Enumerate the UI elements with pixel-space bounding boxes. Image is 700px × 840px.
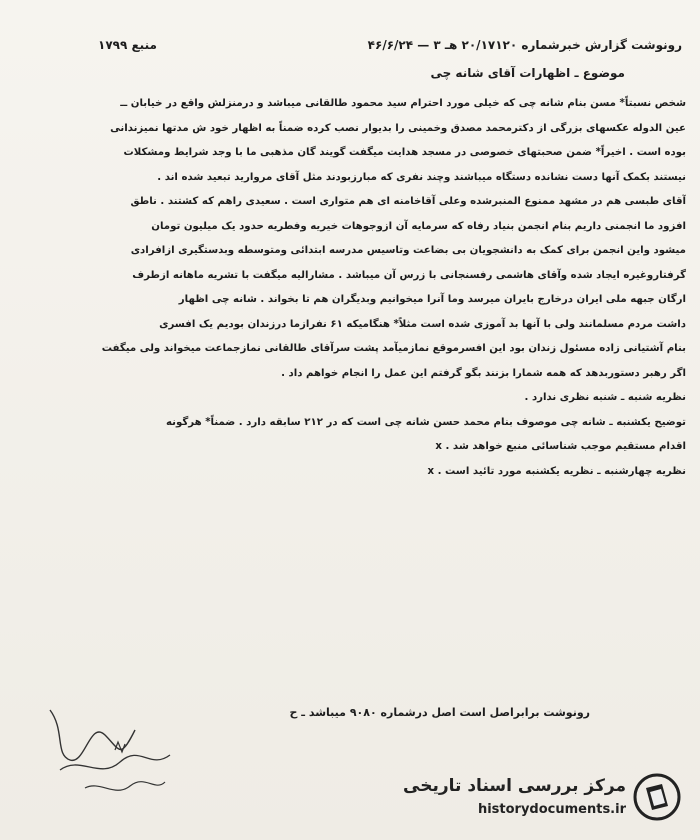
opinion-wednesday: نظریه چهارشنبه ـ نظریه یکشنبه مورد تائید است . x	[427, 465, 686, 477]
archive-logo-icon	[632, 772, 682, 822]
document-body	[16, 92, 686, 484]
signature-icon	[30, 700, 190, 820]
report-number: رونوشت گزارش خبرشماره ۲۰/۱۷۱۲۰ هـ ۳ — ۴۶/۶/۲۴	[367, 38, 682, 52]
body-line: بوده است . اخیراً* ضمن صحبتهای خصوصی در مسجد هدایت میگفت گویند گان مذهبی ما با وجد شرایط ومشکلات	[123, 147, 686, 158]
archive-watermark	[386, 768, 686, 828]
body-line: بنام آشتیانی زاده مسئول زندان بود این افسرموقع نمازمیآمد پشت سرآقای طالقانی نمازجماعت میخواند ولی میگفت	[101, 343, 686, 354]
body-line: داشت مردم مسلمانند ولی با آنها بد آموزی شده است مثلاً* هنگامیکه ۶۱ نفرازما درزندان بودیم یک افسری	[159, 318, 686, 330]
body-line: نیستند بکمک آنها دست نشانده دستگاه میباشند وچند نفری که مبارزبودند مثل آقای مروارید تبعید شده اند .	[157, 171, 686, 183]
document-subject: موضوع ـ اظهارات آقای شانه چی	[430, 66, 625, 80]
body-line: آقای طبسی هم در مشهد ممنوع المنبرشده وعلی آقاخامنه ای هم متواری است . سعیدی راهم که کشتند . ناطق	[130, 196, 686, 207]
watermark-title: مرکز بررسی اسناد تاریخی	[403, 776, 626, 796]
source-number: منبع ۱۷۹۹	[98, 38, 157, 52]
copy-certification: رونوشت برابراصل است اصل درشماره ۹۰۸۰ میباشد ـ ح	[289, 706, 590, 719]
handwritten-signature	[30, 700, 190, 820]
explanation-sunday: توضیح یکشنبه ـ شانه چی موصوف بنام محمد حسن شانه چی است که در ۲۱۲ سابقه دارد . ضمناً* هرگونه	[165, 416, 686, 428]
body-line: ارگان جبهه ملی ایران درخارج بایران میرسد وما آنرا میخوانیم وبدیگران هم تا بخواند . شانه چی اظهار	[178, 294, 686, 305]
body-line: شخص نسبتاً* مسن بنام شانه چی که خیلی مورد احترام سید محمود طالقانی میباشد و درمنزلش واقع در خیابان ــ	[120, 98, 686, 109]
body-line: عین الدوله عکسهای بزرگی از دکترمحمد مصدق وخمینی را بدیوار نصب کرده ضمناً به اظهار خود ش مدتها نمیزندانی	[110, 122, 686, 134]
explanation-sunday-cont: اقدام مستقیم موجب شناسائی منبع خواهد شد . x	[435, 441, 686, 452]
body-line: میشود واین انجمن برای کمک به دانشجویان بی بضاعت وتاسیس مدرسه ابتدائی ومتوسطه وبدستگیری ازافرادی	[130, 245, 686, 256]
opinion-saturday: نظریه شنبه ـ شنبه نظری ندارد .	[524, 392, 686, 403]
document-header	[18, 38, 682, 58]
body-line: افزود ما انجمنی داریم بنام انجمن بنیاد رفاه که سرمایه آن ازوجوهات خیریه وفطریه حدود یک میلیون تومان	[151, 220, 686, 232]
body-line: گرفتاروغیره ایجاد شده وآقای هاشمی رفسنجانی با زرس آن میباشد . مشارالیه میگفت با تشریه ماهانه ازطرف	[132, 269, 686, 281]
watermark-url: historydocuments.ir	[477, 802, 626, 817]
body-line: اگر رهبر دستوربدهد که همه شمارا بزنند بگو گرفتم این عمل را انجام خواهم داد .	[281, 367, 686, 379]
